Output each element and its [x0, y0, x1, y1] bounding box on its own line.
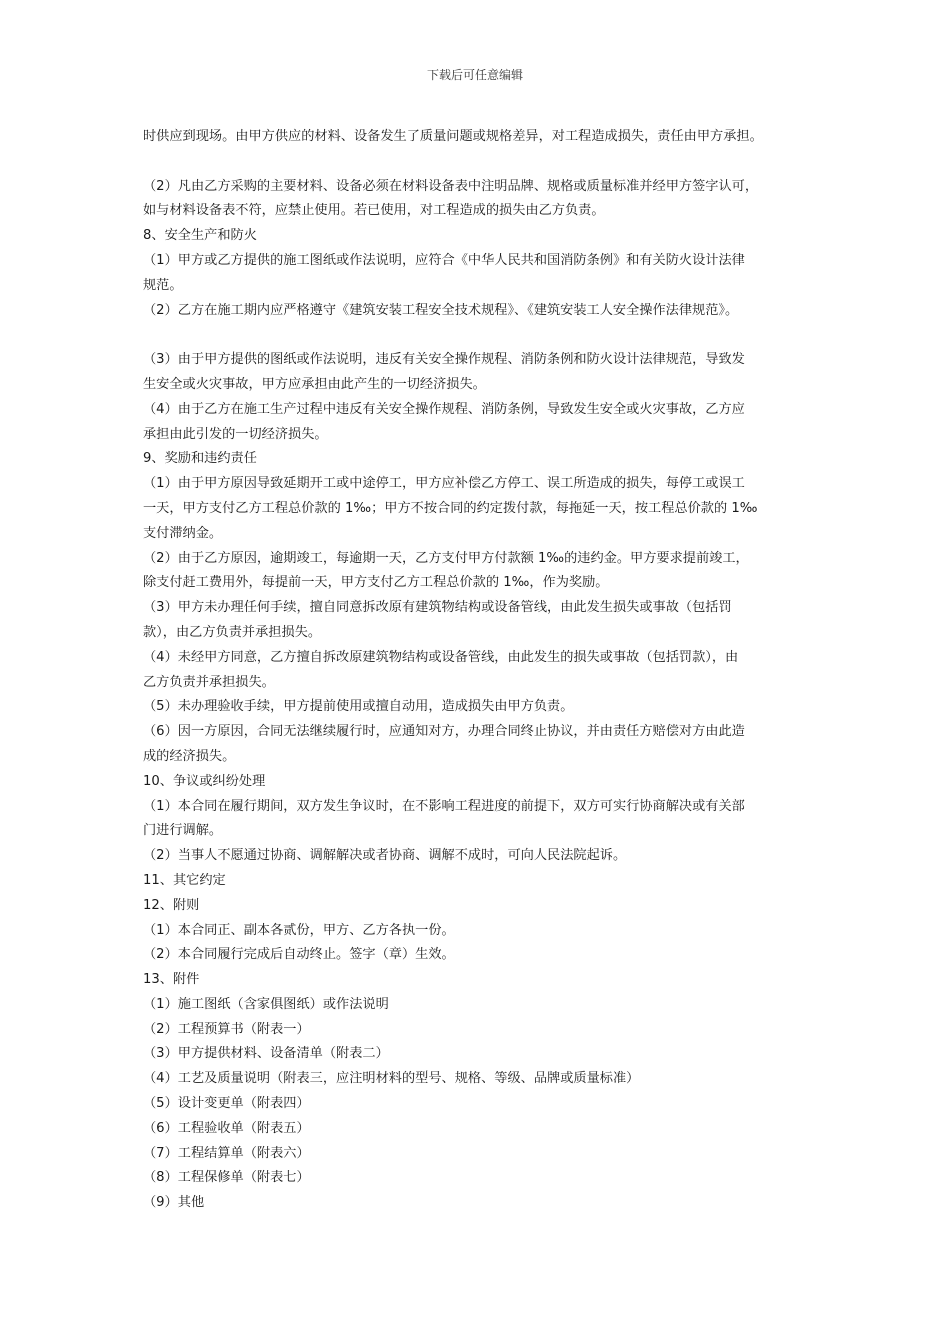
text-line: （4）由于乙方在施工生产过程中违反有关安全操作规程、消防条例，导致发生安全或火灾事故，乙方应 — [143, 401, 745, 417]
text-line: 生安全或火灾事故，甲方应承担由此产生的一切经济损失。 — [143, 376, 486, 392]
attachment-item: （1）施工图纸（含家俱图纸）或作法说明 — [143, 996, 389, 1012]
text-line: （2）由于乙方原因，逾期竣工，每逾期一天，乙方支付甲方付款额 1‰的违约金。甲方要求提前竣工， — [143, 550, 749, 566]
text-line: 如与材料设备表不符，应禁止使用。若已使用，对工程造成的损失由乙方负责。 — [143, 203, 605, 219]
section-heading: 11、其它约定 — [143, 872, 226, 888]
section-heading: 9、奖励和违约责任 — [143, 451, 257, 467]
section-heading: 12、附则 — [143, 897, 200, 913]
text-line: （1）本合同正、副本各贰份，甲方、乙方各执一份。 — [143, 922, 455, 938]
text-line: 门进行调解。 — [143, 823, 223, 839]
text-line: （2）本合同履行完成后自动终止。签字（章）生效。 — [143, 947, 455, 963]
text-line: 一天，甲方支付乙方工程总价款的 1‰；甲方不按合同的约定拨付款，每拖延一天，按工程总价款的 1‰ — [143, 500, 758, 516]
attachment-item: （7）工程结算单（附表六） — [143, 1145, 310, 1161]
attachment-item: （2）工程预算书（附表一） — [143, 1021, 310, 1037]
section-heading: 8、安全生产和防火 — [143, 228, 257, 244]
text-line: （5）未办理验收手续，甲方提前使用或擅自动用，造成损失由甲方负责。 — [143, 699, 574, 715]
text-line: 承担由此引发的一切经济损失。 — [143, 426, 328, 442]
attachment-item: （8）工程保修单（附表七） — [143, 1170, 310, 1186]
text-line: （1）本合同在履行期间，双方发生争议时，在不影响工程进度的前提下，双方可实行协商解决或有关部 — [143, 798, 745, 814]
section-heading: 10、争议或纠纷处理 — [143, 773, 266, 789]
section-heading: 13、附件 — [143, 972, 200, 988]
text-line: 时供应到现场。由甲方供应的材料、设备发生了质量问题或规格差异，对工程造成损失，责任由甲方承担。 — [143, 129, 763, 144]
text-line: （2）乙方在施工期内应严格遵守《建筑安装工程安全技术规程》、《建筑安装工人安全操作法律规范》。 — [143, 302, 739, 318]
attachment-item: （9）其他 — [143, 1195, 205, 1211]
text-line: （6）因一方原因，合同无法继续履行时，应通知对方，办理合同终止协议，并由责任方赔偿对方由此造 — [143, 724, 745, 740]
text-line: （2）凡由乙方采购的主要材料、设备必须在材料设备表中注明品牌、规格或质量标准并经甲方签字认可， — [143, 178, 759, 194]
attachment-item: （5）设计变更单（附表四） — [143, 1096, 310, 1112]
text-line: 规范。 — [143, 277, 183, 293]
text-line: 除支付赶工费用外，每提前一天，甲方支付乙方工程总价款的 1‰，作为奖励。 — [143, 575, 609, 591]
attachment-item: （4）工艺及质量说明（附表三，应注明材料的型号、规格、等级、品牌或质量标准） — [143, 1071, 640, 1087]
text-line: 款），由乙方负责并承担损失。 — [143, 624, 322, 640]
document-body — [143, 125, 833, 1216]
text-line: （2）当事人不愿通过协商、调解解决或者协商、调解不成时，可向人民法院起诉。 — [143, 848, 627, 864]
page-header: 下载后可任意编辑 — [426, 68, 523, 82]
text-line: 乙方负责并承担损失。 — [143, 674, 275, 690]
blank-line — [143, 323, 833, 348]
attachment-item: （3）甲方提供材料、设备清单（附表二） — [143, 1046, 389, 1062]
text-line: 成的经济损失。 — [143, 748, 236, 764]
blank-line — [143, 150, 833, 175]
text-line: （1）由于甲方原因导致延期开工或中途停工，甲方应补偿乙方停工、误工所造成的损失，每停工或误工 — [143, 476, 745, 492]
text-line: （4）未经甲方同意，乙方擅自拆改原建筑物结构或设备管线，由此发生的损失或事故（包括罚款），由 — [143, 649, 739, 665]
text-line: 支付滞纳金。 — [143, 525, 223, 541]
text-line: （1）甲方或乙方提供的施工图纸或作法说明，应符合《中华人民共和国消防条例》和有关防火设计法律 — [143, 252, 745, 268]
text-line: （3）甲方未办理任何手续，擅自同意拆改原有建筑物结构或设备管线，由此发生损失或事故（包括罚 — [143, 600, 732, 616]
text-line: （3）由于甲方提供的图纸或作法说明，违反有关安全操作规程、消防条例和防火设计法律规范，导致发 — [143, 352, 745, 368]
attachment-item: （6）工程验收单（附表五） — [143, 1120, 310, 1136]
